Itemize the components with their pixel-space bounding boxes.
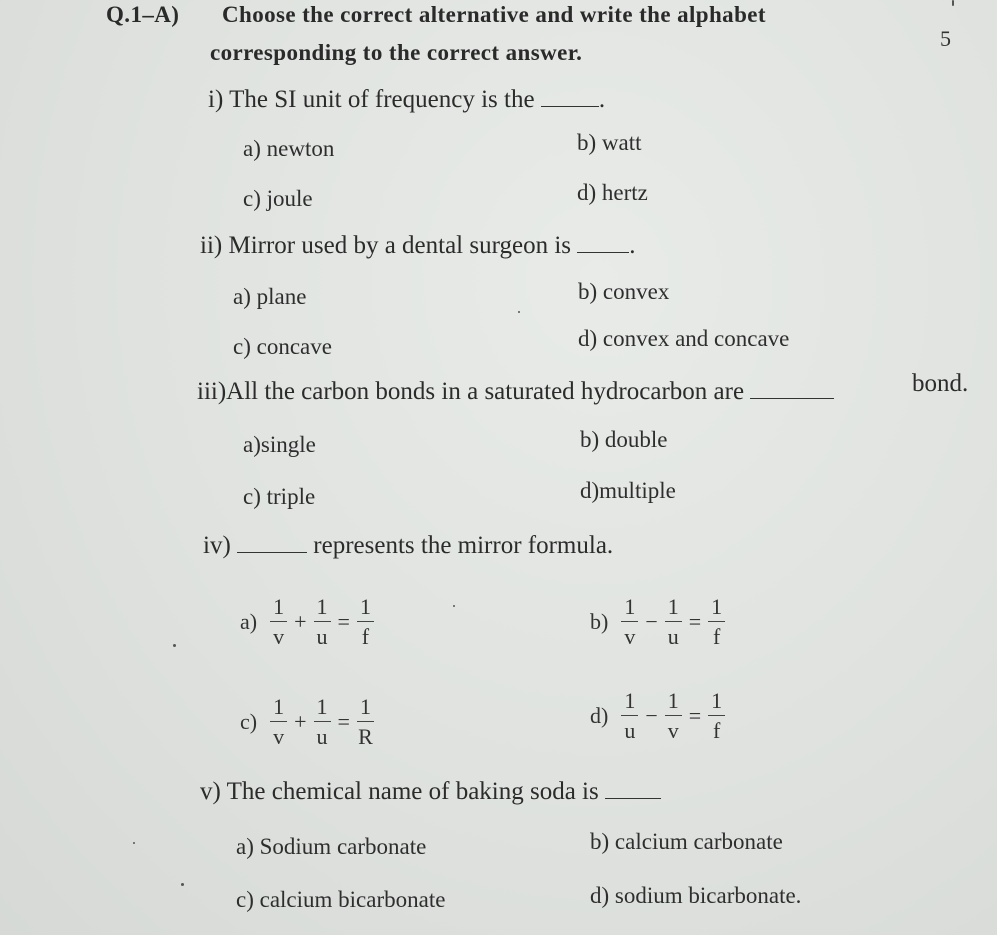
denominator: R (358, 724, 373, 749)
option-iii-a (243, 432, 316, 458)
equals-sign: = (688, 703, 702, 728)
instruction-line-1: Choose the correct alternative and write the alphabet (222, 2, 766, 27)
option-text: plane (256, 284, 307, 309)
option-iv-b (590, 596, 727, 648)
numerator: 1 (270, 596, 287, 622)
item-number: ii) (200, 232, 223, 259)
option-label: d) (578, 326, 598, 351)
option-label: c) (233, 334, 251, 359)
numerator: 1 (665, 596, 682, 622)
operator: − (645, 609, 658, 634)
option-ii-c (233, 334, 332, 360)
option-v-b (590, 829, 783, 855)
option-iv-d (590, 690, 727, 742)
fraction (312, 696, 333, 748)
option-text: watt (601, 130, 642, 155)
option-text: concave (256, 334, 332, 359)
answer-blank (237, 551, 307, 553)
numerator: 1 (708, 596, 725, 622)
option-label: c) (243, 186, 261, 211)
operator: − (645, 703, 658, 728)
option-v-a (236, 834, 426, 860)
equals-sign: = (337, 709, 350, 734)
option-label: b) (577, 130, 597, 155)
option-text: Sodium carbonate (259, 834, 427, 859)
option-ii-a (233, 284, 306, 310)
question-iii-stem (197, 378, 834, 406)
denominator: f (713, 624, 721, 649)
fraction (619, 690, 640, 742)
option-label: a) (243, 432, 261, 457)
denominator: u (624, 718, 636, 743)
option-text: calcium carbonate (614, 829, 783, 854)
fraction (663, 690, 684, 742)
fraction (706, 690, 727, 742)
option-text: hertz (601, 180, 648, 205)
denominator: v (667, 718, 679, 743)
paper-speck (173, 644, 176, 647)
option-ii-b (578, 279, 669, 305)
equals-sign: = (688, 609, 702, 634)
fraction (355, 596, 376, 648)
option-label: a) (233, 284, 251, 309)
denominator: f (713, 718, 721, 743)
numerator: 1 (665, 690, 682, 716)
denominator: v (273, 724, 285, 749)
numerator: 1 (708, 690, 725, 716)
option-text: calcium bicarbonate (259, 887, 446, 912)
paper-speck (518, 311, 520, 313)
denominator: v (273, 624, 285, 649)
answer-blank (541, 105, 599, 107)
operator: + (294, 609, 307, 634)
fraction (663, 596, 684, 648)
option-text: multiple (599, 478, 676, 503)
stem-text: The SI unit of frequency is the (229, 86, 535, 113)
stem-end: bond. (912, 370, 969, 397)
numerator: 1 (357, 596, 374, 622)
option-label: b) (590, 609, 609, 634)
option-label: b) (590, 829, 610, 854)
fraction (355, 696, 376, 748)
option-text: joule (266, 186, 313, 211)
stem-end: . (629, 232, 636, 259)
option-text: single (260, 432, 316, 457)
stem-text: The chemical name of baking soda is (226, 778, 599, 805)
numerator: 1 (314, 596, 331, 622)
option-i-c (243, 186, 313, 212)
question-number: Q.1–A) (106, 2, 180, 27)
numerator: 1 (621, 596, 638, 622)
denominator: v (624, 624, 636, 649)
item-number: iv) (203, 532, 231, 559)
option-iv-a (240, 596, 376, 648)
fraction (268, 596, 289, 648)
numerator: 1 (357, 696, 374, 722)
paper-speck (453, 605, 455, 607)
question-v-stem (200, 778, 661, 806)
answer-blank (750, 397, 834, 399)
option-text: convex (602, 279, 670, 304)
option-text: triple (266, 484, 316, 509)
option-iii-d (580, 478, 676, 504)
option-label: a) (240, 609, 258, 634)
item-number: i) (208, 86, 224, 113)
answer-blank (577, 251, 629, 253)
question-iv-stem (203, 532, 613, 560)
fraction (619, 596, 640, 648)
option-label: b) (580, 427, 600, 452)
stem-end: . (598, 86, 606, 113)
option-i-b (577, 130, 642, 156)
stem-text: represents the mirror formula. (313, 532, 614, 559)
denominator: f (361, 624, 370, 649)
instruction-line-2: corresponding to the correct answer. (210, 40, 583, 65)
numerator: 1 (621, 690, 638, 716)
option-iii-b (580, 427, 668, 453)
fraction (268, 696, 289, 748)
denominator: u (667, 624, 679, 649)
option-text: newton (266, 136, 335, 161)
fraction (312, 596, 333, 648)
option-label: c) (243, 484, 261, 509)
option-label: a) (243, 136, 261, 161)
option-text: convex and concave (602, 326, 790, 351)
question-i-stem (208, 86, 605, 114)
option-text: double (604, 427, 668, 452)
paper-speck (181, 883, 184, 886)
option-ii-d (578, 326, 789, 352)
fraction (706, 596, 727, 648)
option-i-a (243, 136, 334, 162)
equals-sign: = (337, 609, 350, 634)
numerator: 1 (314, 696, 331, 722)
option-label: b) (578, 279, 598, 304)
option-iv-c (240, 696, 376, 748)
marks: 5 (940, 26, 951, 51)
stem-text: All the carbon bonds in a saturated hydrocarbon are (226, 378, 745, 405)
option-iii-c (243, 484, 315, 510)
item-number: iii) (197, 378, 227, 405)
answer-blank (605, 797, 661, 799)
item-number: v) (200, 778, 221, 805)
paper-speck (133, 842, 135, 844)
question-ii-stem (200, 232, 636, 260)
option-label: c) (240, 709, 258, 734)
option-label: a) (236, 834, 254, 859)
option-label: d) (577, 180, 597, 205)
option-label: d) (580, 478, 600, 503)
option-label: d) (590, 703, 609, 728)
option-i-d (577, 180, 648, 206)
denominator: u (316, 624, 328, 649)
option-label: d) (590, 883, 610, 908)
numerator: 1 (270, 696, 287, 722)
paper-speck (952, 0, 954, 6)
stem-text: Mirror used by a dental surgeon is (228, 232, 571, 259)
option-v-c (236, 887, 445, 913)
operator: + (294, 709, 307, 734)
denominator: u (316, 724, 328, 749)
option-text: sodium bicarbonate. (614, 883, 802, 908)
option-v-d (590, 883, 801, 909)
option-label: c) (236, 887, 254, 912)
